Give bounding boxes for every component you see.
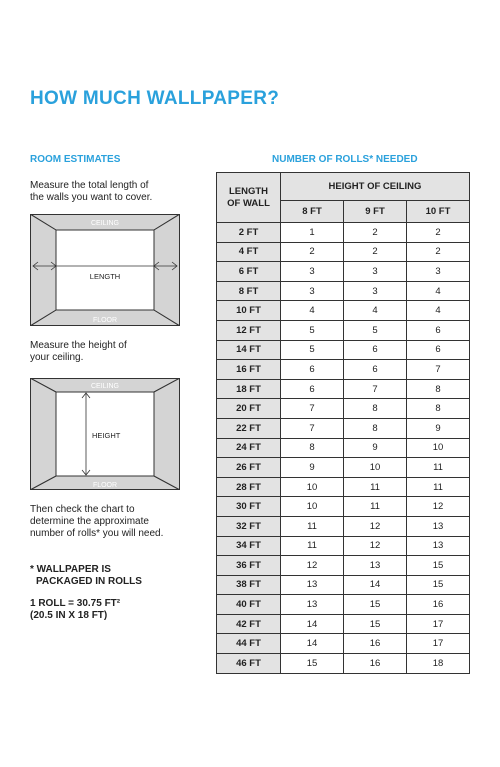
instruction-length <box>30 180 152 204</box>
height-label: HEIGHT <box>92 431 121 440</box>
table-row <box>217 458 470 478</box>
header-line: OF WALL <box>227 197 270 209</box>
table-row <box>217 399 470 419</box>
rolls-cell: 4 <box>344 301 407 321</box>
wall-length-cell: 24 FT <box>217 438 281 458</box>
rolls-cell: 13 <box>407 536 470 556</box>
wall-length-cell: 10 FT <box>217 301 281 321</box>
rolls-cell: 12 <box>344 536 407 556</box>
wall-length-cell: 18 FT <box>217 379 281 399</box>
rolls-cell: 11 <box>281 536 344 556</box>
wall-length-cell: 20 FT <box>217 399 281 419</box>
table-row <box>217 281 470 301</box>
wall-length-cell: 42 FT <box>217 614 281 634</box>
table-body <box>217 223 470 674</box>
wall-length-cell: 36 FT <box>217 556 281 576</box>
instruction-line: Measure the total length of <box>30 180 149 191</box>
wall-length-cell: 30 FT <box>217 497 281 517</box>
instruction-line: determine the approximate <box>30 516 149 527</box>
rolls-cell: 8 <box>344 418 407 438</box>
wall-length-cell: 22 FT <box>217 418 281 438</box>
rolls-cell: 2 <box>281 242 344 262</box>
rolls-cell: 8 <box>407 379 470 399</box>
rolls-cell: 5 <box>281 340 344 360</box>
wall-length-cell: 32 FT <box>217 516 281 536</box>
rolls-table <box>216 172 470 674</box>
rolls-cell: 1 <box>281 223 344 243</box>
wall-length-cell: 38 FT <box>217 575 281 595</box>
rolls-cell: 13 <box>344 556 407 576</box>
table-row <box>217 262 470 282</box>
rolls-cell: 3 <box>281 281 344 301</box>
rolls-cell: 7 <box>407 360 470 380</box>
rolls-cell: 3 <box>281 262 344 282</box>
instruction-line: Measure the height of <box>30 340 127 351</box>
table-row <box>217 418 470 438</box>
table-row <box>217 614 470 634</box>
rolls-cell: 16 <box>344 654 407 674</box>
ceiling-height-header: HEIGHT OF CEILING <box>281 173 470 201</box>
wall-length-cell: 2 FT <box>217 223 281 243</box>
rolls-cell: 3 <box>407 262 470 282</box>
note-line: PACKAGED IN ROLLS <box>36 576 142 587</box>
rolls-cell: 3 <box>344 262 407 282</box>
instruction-line: your ceiling. <box>30 352 84 363</box>
rolls-cell: 9 <box>281 458 344 478</box>
rolls-cell: 17 <box>407 614 470 634</box>
table-row <box>217 634 470 654</box>
table-row <box>217 654 470 674</box>
table-row <box>217 223 470 243</box>
room-height-diagram <box>30 378 180 490</box>
room-estimates-heading: ROOM ESTIMATES <box>30 154 121 165</box>
rolls-cell: 6 <box>407 340 470 360</box>
wall-length-cell: 28 FT <box>217 477 281 497</box>
rolls-needed-heading: NUMBER OF ROLLS* NEEDED <box>272 154 418 165</box>
table-row <box>217 536 470 556</box>
rolls-cell: 8 <box>281 438 344 458</box>
table-row <box>217 340 470 360</box>
wall-length-cell: 16 FT <box>217 360 281 380</box>
column-header: 9 FT <box>344 201 407 223</box>
wall-length-cell: 14 FT <box>217 340 281 360</box>
column-header: 10 FT <box>407 201 470 223</box>
rolls-cell: 8 <box>407 399 470 419</box>
table-row <box>217 575 470 595</box>
rolls-cell: 6 <box>344 360 407 380</box>
rolls-cell: 15 <box>344 595 407 615</box>
rolls-cell: 11 <box>407 477 470 497</box>
wall-length-cell: 6 FT <box>217 262 281 282</box>
note-line: * WALLPAPER IS <box>30 564 111 575</box>
rolls-cell: 14 <box>281 614 344 634</box>
rolls-cell: 10 <box>407 438 470 458</box>
rolls-cell: 11 <box>281 516 344 536</box>
rolls-cell: 10 <box>281 477 344 497</box>
floor-label: FLOOR <box>92 317 118 324</box>
rolls-cell: 13 <box>407 516 470 536</box>
ceiling-label: CEILING <box>90 220 120 227</box>
instruction-line: the walls you want to cover. <box>30 192 153 203</box>
rolls-cell: 15 <box>407 556 470 576</box>
table-row <box>217 242 470 262</box>
rolls-cell: 16 <box>344 634 407 654</box>
rolls-cell: 6 <box>344 340 407 360</box>
rolls-cell: 15 <box>281 654 344 674</box>
rolls-cell: 14 <box>344 575 407 595</box>
table-row <box>217 595 470 615</box>
rolls-cell: 11 <box>407 458 470 478</box>
rolls-cell: 15 <box>344 614 407 634</box>
note-line: 1 ROLL = 30.75 FT² <box>30 598 121 609</box>
room-length-diagram <box>30 214 180 326</box>
rolls-cell: 6 <box>407 320 470 340</box>
rolls-cell: 13 <box>281 575 344 595</box>
rolls-cell: 7 <box>344 379 407 399</box>
rolls-cell: 15 <box>407 575 470 595</box>
table-row <box>217 438 470 458</box>
rolls-cell: 3 <box>344 281 407 301</box>
rolls-cell: 14 <box>281 634 344 654</box>
instruction-line: number of rolls* you will need. <box>30 528 164 539</box>
wall-length-cell: 40 FT <box>217 595 281 615</box>
wall-length-cell: 4 FT <box>217 242 281 262</box>
rolls-cell: 4 <box>407 301 470 321</box>
rolls-cell: 8 <box>344 399 407 419</box>
wall-length-cell: 26 FT <box>217 458 281 478</box>
floor-label: FLOOR <box>92 482 118 489</box>
rolls-cell: 11 <box>344 477 407 497</box>
header-line: LENGTH <box>228 185 269 197</box>
packaging-note <box>30 564 142 588</box>
rolls-cell: 18 <box>407 654 470 674</box>
rolls-cell: 6 <box>281 379 344 399</box>
table-row <box>217 379 470 399</box>
wall-length-cell: 12 FT <box>217 320 281 340</box>
table-row <box>217 301 470 321</box>
wall-length-cell: 8 FT <box>217 281 281 301</box>
rolls-cell: 13 <box>281 595 344 615</box>
rolls-cell: 2 <box>407 223 470 243</box>
column-header: 8 FT <box>281 201 344 223</box>
length-of-wall-header <box>217 173 281 223</box>
note-line: (20.5 IN X 18 FT) <box>30 610 108 621</box>
instruction-check-chart <box>30 504 163 540</box>
rolls-cell: 4 <box>281 301 344 321</box>
instruction-line: Then check the chart to <box>30 504 135 515</box>
rolls-cell: 11 <box>344 497 407 517</box>
wall-length-cell: 34 FT <box>217 536 281 556</box>
table-row <box>217 360 470 380</box>
ceiling-label: CEILING <box>90 383 120 390</box>
rolls-cell: 12 <box>344 516 407 536</box>
rolls-cell: 2 <box>407 242 470 262</box>
instruction-height <box>30 340 127 364</box>
rolls-cell: 5 <box>344 320 407 340</box>
rolls-cell: 7 <box>281 418 344 438</box>
table-row <box>217 556 470 576</box>
wall-length-cell: 46 FT <box>217 654 281 674</box>
table-row <box>217 320 470 340</box>
rolls-cell: 12 <box>281 556 344 576</box>
rolls-cell: 16 <box>407 595 470 615</box>
roll-size-note <box>30 598 120 622</box>
length-label: LENGTH <box>89 272 121 281</box>
rolls-cell: 5 <box>281 320 344 340</box>
rolls-cell: 9 <box>344 438 407 458</box>
rolls-cell: 12 <box>407 497 470 517</box>
rolls-cell: 10 <box>344 458 407 478</box>
rolls-cell: 10 <box>281 497 344 517</box>
table-row <box>217 477 470 497</box>
rolls-cell: 2 <box>344 223 407 243</box>
rolls-cell: 7 <box>281 399 344 419</box>
rolls-cell: 9 <box>407 418 470 438</box>
page-title: HOW MUCH WALLPAPER? <box>30 88 280 109</box>
wall-length-cell: 44 FT <box>217 634 281 654</box>
rolls-cell: 4 <box>407 281 470 301</box>
table-row <box>217 516 470 536</box>
rolls-cell: 2 <box>344 242 407 262</box>
table-row <box>217 497 470 517</box>
rolls-cell: 6 <box>281 360 344 380</box>
rolls-cell: 17 <box>407 634 470 654</box>
